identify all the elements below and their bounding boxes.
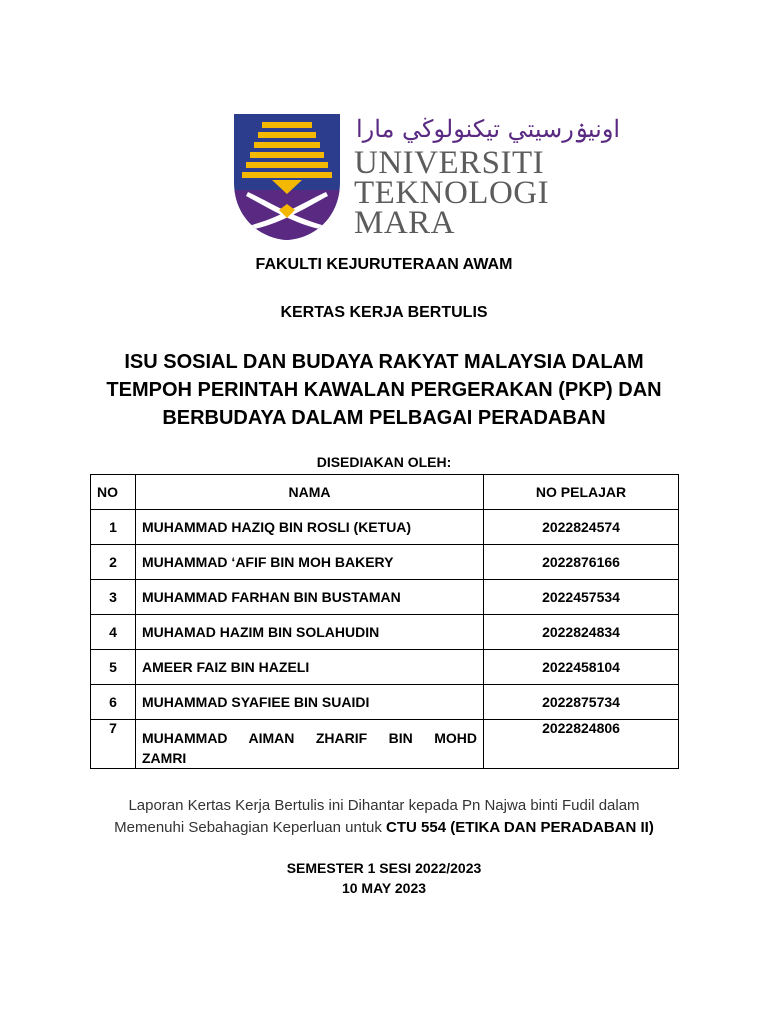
row-student-id: 2022824574 — [484, 510, 679, 545]
uitm-shield-emblem — [232, 112, 342, 242]
row-no: 3 — [91, 580, 136, 615]
row-name: AMEER FAIZ BIN HAZELI — [136, 650, 484, 685]
table-row — [91, 685, 679, 720]
row-name: MUHAMMAD FARHAN BIN BUSTAMAN — [136, 580, 484, 615]
row-no: 7 — [91, 720, 136, 769]
document-title — [0, 348, 768, 432]
university-name-line-3: MARA — [354, 205, 456, 241]
title-line-2: TEMPOH PERINTAH KAWALAN PERGERAKAN (PKP) DAN — [106, 379, 662, 401]
university-name-line-2: TEKNOLOGI — [354, 175, 550, 211]
row-student-id: 2022457534 — [484, 580, 679, 615]
course-code: CTU 554 (ETIKA DAN PERADABAN II) — [386, 819, 654, 836]
submission-date: 10 MAY 2023 — [341, 880, 427, 896]
table-row — [91, 650, 679, 685]
students-table — [90, 474, 679, 769]
faculty-name: FAKULTI KEJURUTERAAN AWAM — [255, 256, 513, 273]
row-no: 6 — [91, 685, 136, 720]
jawi-university-name: اونيۏرسيتي تيكنولوڬي مارا — [356, 115, 621, 143]
uitm-logo — [232, 112, 621, 244]
row-student-id: 2022876166 — [484, 545, 679, 580]
row-name: MUHAMMAD SYAFIEE BIN SUAIDI — [136, 685, 484, 720]
row-student-id: 2022458104 — [484, 650, 679, 685]
table-row — [91, 580, 679, 615]
table-header-row — [91, 475, 679, 510]
row-student-id: 2022824834 — [484, 615, 679, 650]
university-name-line-1: UNIVERSITI — [354, 145, 545, 181]
table-row — [91, 720, 679, 769]
submission-statement — [0, 795, 768, 839]
row-name — [136, 720, 484, 769]
header-nama: NAMA — [136, 475, 484, 510]
submission-line-1: Laporan Kertas Kerja Bertulis ini Dihantar kepada Pn Najwa binti Fudil dalam — [128, 797, 640, 814]
title-line-1: ISU SOSIAL DAN BUDAYA RAKYAT MALAYSIA DALAM — [124, 351, 644, 373]
row-no: 1 — [91, 510, 136, 545]
title-line-3: BERBUDAYA DALAM PELBAGAI PERADABAN — [162, 407, 606, 429]
row-student-id: 2022824806 — [484, 720, 679, 769]
prepared-by-label: DISEDIAKAN OLEH: — [316, 454, 452, 470]
submission-line-2-text: Memenuhi Sebahagian Keperluan untuk — [114, 819, 387, 836]
row-student-id: 2022875734 — [484, 685, 679, 720]
row-name: MUHAMAD HAZIM BIN SOLAHUDIN — [136, 615, 484, 650]
table-row — [91, 615, 679, 650]
header-no-pelajar: NO PELAJAR — [484, 475, 679, 510]
row-no: 5 — [91, 650, 136, 685]
document-type: KERTAS KERJA BERTULIS — [280, 304, 488, 321]
row-name: MUHAMMAD HAZIQ BIN ROSLI (KETUA) — [136, 510, 484, 545]
table-row — [91, 510, 679, 545]
semester-session: SEMESTER 1 SESI 2022/2023 — [286, 860, 482, 876]
row-name-line-1: MUHAMMAD AIMAN ZHARIF BIN MOHD — [142, 730, 477, 746]
submission-line-2 — [0, 817, 768, 839]
row-no: 4 — [91, 615, 136, 650]
header-no: NO — [91, 475, 136, 510]
university-name — [354, 145, 550, 241]
row-name: MUHAMMAD ‘AFIF BIN MOH BAKERY — [136, 545, 484, 580]
row-no: 2 — [91, 545, 136, 580]
semester-info — [0, 858, 768, 898]
row-name-line-2: ZAMRI — [142, 750, 187, 766]
table-row — [91, 545, 679, 580]
